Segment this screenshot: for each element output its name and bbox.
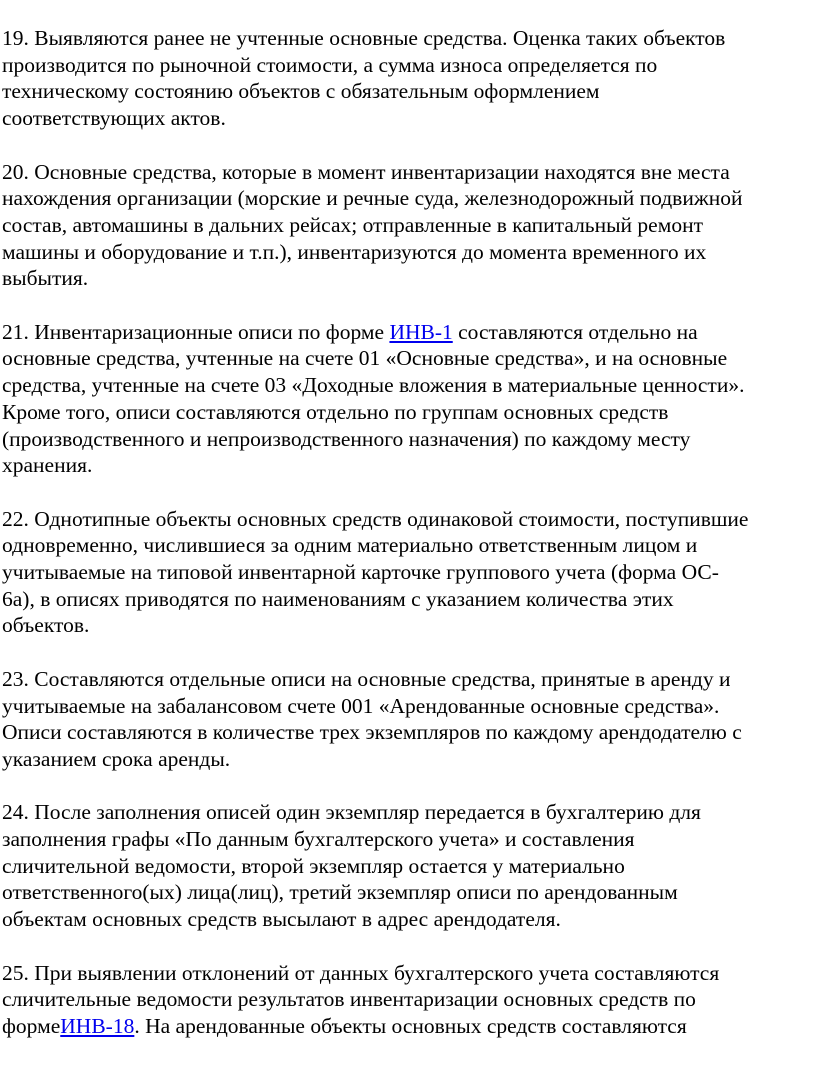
text-line: учитываемые на забалансовом счете 001 «Арендованные основные средства». (2, 693, 720, 718)
paragraph-22 (2, 506, 814, 640)
text-line: выбытия. (2, 266, 89, 291)
inv-18-link[interactable]: ИНВ-18 (60, 1013, 135, 1038)
text-line: производится по рыночной стоимости, а сумма износа определяется по (2, 52, 658, 77)
text-line: соответствующих актов. (2, 106, 226, 131)
text-line: нахождения организации (морские и речные суда, железнодорожный подвижной (2, 186, 743, 211)
text-line: Кроме того, описи составляются отдельно по группам основных средств (2, 399, 669, 424)
inv-1-link[interactable]: ИНВ-1 (389, 319, 453, 344)
text-line: 6а), в описях приводятся по наименованиям с указанием количества этих (2, 586, 674, 611)
text-line: сличительной ведомости, второй экземпляр остается у материально (2, 853, 625, 878)
text-line: Описи составляются в количестве трех экземпляров по каждому арендодателю с (2, 720, 742, 745)
text-line: 23. Составляются отдельные описи на основные средства, принятые в аренду и (2, 666, 731, 691)
text-line: 25. При выявлении отклонений от данных бухгалтерского учета составляются (2, 960, 720, 985)
text-line: средства, учтенные на счете 03 «Доходные вложения в материальные ценности». (2, 373, 745, 398)
text-segment: . На арендованные объекты основных средств составляются (134, 1013, 687, 1038)
text-line: объектов. (2, 613, 90, 638)
text-line (2, 319, 814, 346)
paragraph-21 (2, 319, 814, 479)
text-line: 20. Основные средства, которые в момент инвентаризации находятся вне места (2, 159, 730, 184)
text-line: машины и оборудование и т.п.), инвентаризуются до момента временного их (2, 239, 707, 264)
text-line: состав, автомашины в дальних рейсах; отправленные в капитальный ремонт (2, 212, 703, 237)
text-segment: составляются отдельно на (452, 319, 698, 344)
paragraph-24 (2, 799, 814, 933)
paragraph-20 (2, 159, 814, 293)
text-line (2, 1013, 814, 1040)
text-line: (производственного и непроизводственного назначения) по каждому месту (2, 426, 691, 451)
document-body (2, 25, 814, 1066)
text-line: хранения. (2, 453, 93, 478)
text-line: заполнения графы «По данным бухгалтерского учета» и составления (2, 827, 635, 852)
text-line: основные средства, учтенные на счете 01 «Основные средства», и на основные (2, 346, 728, 371)
text-line: одновременно, числившиеся за одним материально ответственным лицом и (2, 533, 698, 558)
text-line: указанием срока аренды. (2, 746, 231, 771)
text-line: объектам основных средств высылают в адрес арендодателя. (2, 907, 561, 932)
text-segment: форме (2, 1013, 61, 1038)
text-line: 19. Выявляются ранее не учтенные основные средства. Оценка таких объектов (2, 26, 726, 50)
text-segment: 21. Инвентаризационные описи по форме (2, 319, 390, 344)
text-line: 22. Однотипные объекты основных средств одинаковой стоимости, поступившие (2, 506, 749, 531)
text-line: ответственного(ых) лица(лиц), третий экземпляр описи по арендованным (2, 880, 678, 905)
text-line: техническому состоянию объектов с обязательным оформлением (2, 79, 600, 104)
text-line: учитываемые на типовой инвентарной карточке группового учета (форма ОС- (2, 560, 719, 585)
paragraph-23 (2, 666, 814, 773)
text-line: 24. После заполнения описей один экземпляр передается в бухгалтерию для (2, 800, 701, 825)
text-line: сличительные ведомости результатов инвентаризации основных средств по (2, 987, 696, 1012)
paragraph-19 (2, 25, 814, 132)
paragraph-25 (2, 960, 814, 1040)
